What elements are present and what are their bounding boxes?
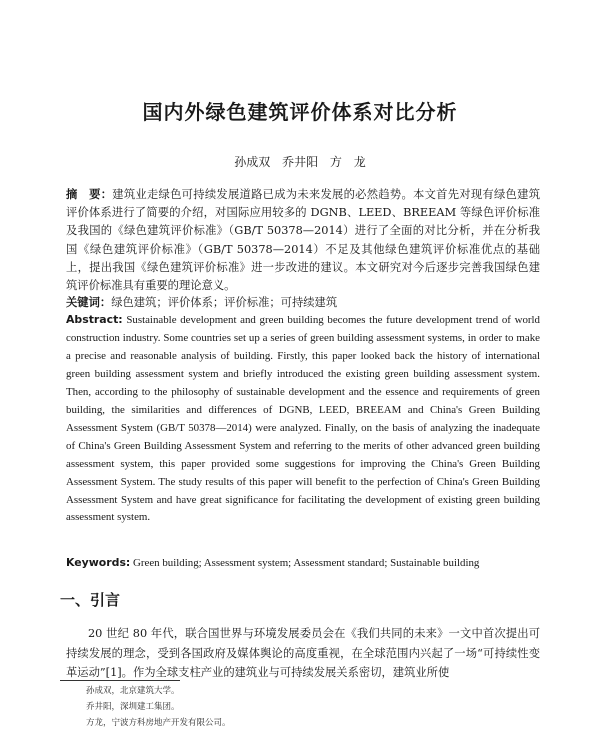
- english-abstract: [66, 311, 540, 527]
- footnote-divider: [60, 680, 180, 681]
- english-keywords-text: Green building; Assessment system; Assessment standard; Sustainable building: [130, 557, 480, 569]
- introduction-paragraph: 20 世纪 80 年代，联合国世界与环境发展委员会在《我们共同的未来》一文中首次提出可持续发展的理念，受到各国政府及媒体舆论的高度重视，在全球范围内兴起了一场“可持续性变革运动”[1]。作为全球支柱产业的建筑业与可持续发展关系密切，建筑业所使: [66, 627, 540, 679]
- author-list: [0, 153, 600, 170]
- english-keywords: [66, 555, 546, 571]
- author-name: 孙成双: [234, 155, 271, 169]
- english-keywords-label: Keywords:: [66, 556, 131, 569]
- footnote: 乔井阳，深圳建工集团。: [86, 702, 180, 712]
- chinese-abstract: [66, 186, 540, 295]
- author-name: 方 龙: [329, 155, 366, 169]
- chinese-abstract-text: 建筑业走绿色可持续发展道路已成为未来发展的必然趋势。本文首先对现有绿色建筑评价体系进行了简要的介绍，对国际应用较多的 DGNB、LEED、BREEAM 等绿色评价标准及我国的《绿色建筑评价标准》（GB/T 50378—2014）进行了全面的对比分析，并在分析我国《绿色建筑评价标准》（GB/T 50378—2014）不足及其他绿色建筑评价标准优点的基础上，提出我国《绿色建筑评价标准》进一步改进的建议。本文研究对今后逐步完善我国绿色建筑评价标准具有重要的理论意义。: [66, 188, 540, 293]
- author-name: 乔井阳: [282, 155, 319, 169]
- footnote: 方龙，宁波方科房地产开发有限公司。: [86, 718, 231, 728]
- chinese-abstract-label: 摘 要：: [66, 188, 113, 201]
- chinese-keywords-text: 绿色建筑；评价体系；评价标准；可持续建筑: [111, 296, 338, 309]
- chinese-keywords: [66, 295, 540, 311]
- footnote: 孙成双，北京建筑大学。: [86, 686, 180, 696]
- footnotes: [86, 683, 506, 731]
- english-abstract-label: Abstract:: [66, 313, 123, 326]
- paper-title: 国内外绿色建筑评价体系对比分析: [142, 100, 458, 124]
- chinese-keywords-label: 关键词：: [66, 296, 112, 309]
- english-abstract-text: Sustainable development and green building becomes the future development trend of world construction industry. Some countries set up a series of green building assessment systems, in order to make a precise and reasonable analysis of building. Firstly, this paper looked back the history of international green building assessment system and briefly introduced the existing green building assessment system. Then, according to the philosophy of sustainable development and the essence and requirements of green building, the similarities and differences of DGNB, LEED, BREEAM and China's Green Building Assessment System (GB/T 50378—2014) were analyzed. Finally, on the basis of analyzing the inadequate of China's Green Building Assessment System and referring to the merits of other advanced green building assessment system, this paper provided some suggestions for improving the China's Green Building Assessment System. The study results of this paper will benefit to the perfection of China's Green Building Assessment System and have great significance for facilitating the development of existing green building assessment system.: [66, 314, 540, 524]
- section-heading-introduction: 一、引言: [60, 591, 121, 609]
